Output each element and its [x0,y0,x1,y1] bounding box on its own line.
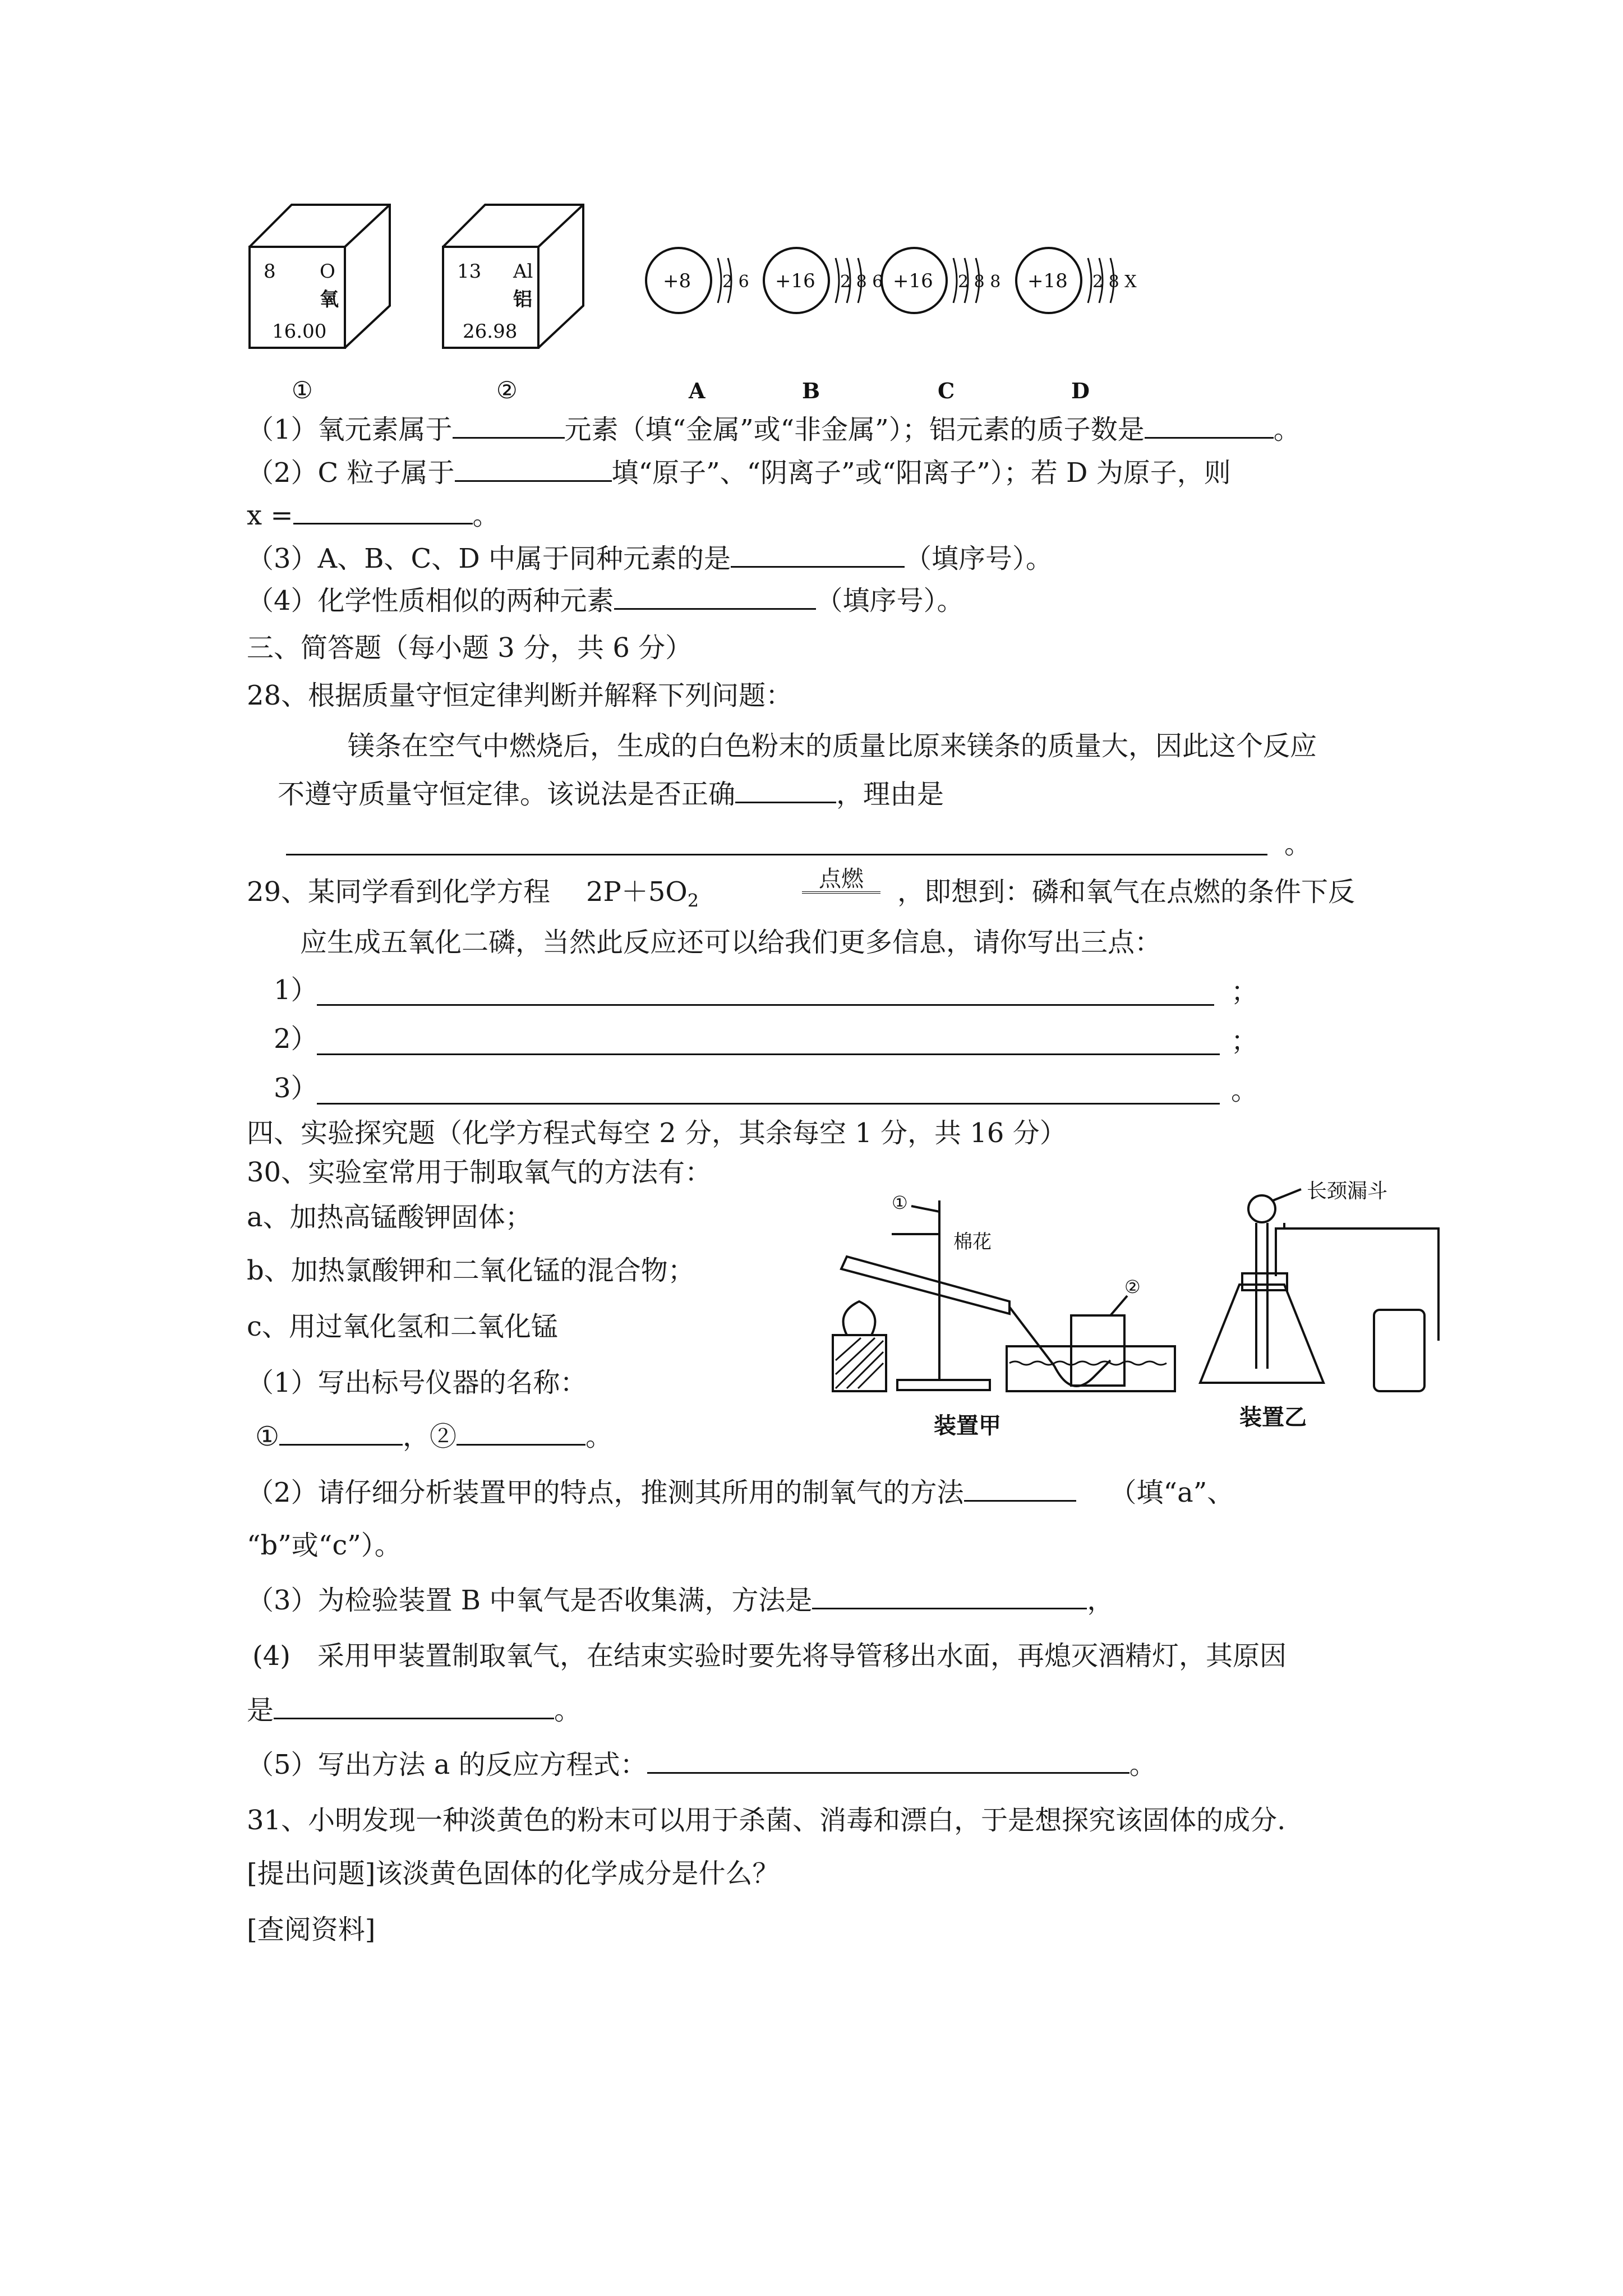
atom-b [764,248,883,313]
q29-line1: 29、某同学看到化学方程 [247,876,551,908]
q31-text: 31、小明发现一种淡黄色的粉末可以用于杀菌、消毒和漂白，于是想探究该固体的成分. [247,1805,1286,1836]
q29-item1-line [317,1004,1214,1006]
q29-equation: $2P+5O_2$ [586,876,699,912]
q29-item3-end: 。 [1231,1075,1258,1106]
q30-method-c: c、用过氧化氢和二氧化锰 [247,1311,558,1342]
instrument-label-2: ② [1124,1276,1141,1297]
q29-item1-label: 1） [274,974,318,1006]
section3-heading: 三、简答题（每小题 3 分，共 6 分） [247,632,693,664]
q27-part3: （3）A、B、C、D 中属于同种元素的是 （填序号）。 [247,541,1053,576]
svg-text:+16: +16 [775,270,815,292]
label-c: C [938,378,955,403]
funnel-label: 长颈漏斗 [1307,1180,1388,1203]
svg-text:2 6: 2 6 [722,272,749,292]
svg-text:+8: +8 [663,270,691,292]
cotton-label: 棉花 [953,1231,992,1253]
atom-d [1016,248,1137,313]
label-1: ① [292,376,313,404]
q30-sub4-b: 是 。 [247,1693,581,1727]
apparatus-figure [813,1172,1475,1453]
q30-sub2: （2）请仔细分析装置甲的特点，推测其所用的制氧气的方法 （填“a”、 [247,1475,1234,1510]
q31-question: [提出问题]该淡黄色固体的化学成分是什么？ [247,1858,780,1889]
q29-condition: 点燃 [802,867,880,894]
svg-text:2 8 X: 2 8 X [1092,272,1137,292]
q29-line2: 应生成五氧化二磷，当然此反应还可以给我们更多信息，请你写出三点： [300,927,1162,958]
instrument-label-1: ① [892,1192,908,1213]
element-figure [236,191,1178,415]
label-b: B [802,378,820,403]
apparatus-jia-label: 装置甲 [934,1412,1001,1439]
label-d: D [1071,378,1090,403]
q27-part2: （2）C 粒子属于 填“原子”、“阴离子”或“阳离子”）；若 D 为原子，则 [247,455,1231,490]
q29-item1-end: ； [1231,976,1258,1007]
q31-research: [查阅资料] [247,1914,376,1945]
svg-text:+16: +16 [893,270,933,292]
q29-item2-label: 2） [274,1023,318,1055]
apparatus-jia [833,1200,1175,1391]
lamp-hatch [836,1338,883,1388]
q30-sub4: (4) 采用甲装置制取氧气，在结束实验时要先将导管移出水面，再熄灭酒精灯，其原因 [252,1640,1287,1672]
svg-text:+18: +18 [1027,270,1068,292]
q30-sub5: （5）写出方法 a 的反应方程式： 。 [247,1747,1156,1782]
label-a: A [689,378,706,403]
oxygen-name: 氧 [320,288,339,311]
q30-sub1: （1）写出标号仪器的名称： [247,1367,587,1398]
svg-text:2 8 6: 2 8 6 [840,272,883,292]
q29-item3-line [317,1103,1220,1105]
q30-sub1-blanks: ① ，② 。 [255,1419,612,1453]
aluminium-symbol: Al [513,260,533,283]
atom-a [646,248,749,313]
q28-text1: 镁条在空气中燃烧后，生成的白色粉末的质量比原来镁条的质量大，因此这个反应 [348,730,1317,762]
oxygen-symbol: O [320,260,335,283]
section4-heading: 四、实验探究题（化学方程式每空 2 分，其余每空 1 分，共 16 分） [247,1117,1067,1149]
atom-c [882,248,1000,313]
q30-title: 30、实验室常用于制取氧气的方法有： [247,1157,712,1188]
q28-end: 。 [1284,829,1312,860]
q29-item2-end: ； [1231,1025,1258,1057]
oxygen-mass: 16.00 [272,320,327,343]
q30-method-a: a、加热高锰酸钾固体； [247,1202,532,1233]
aluminium-number: 13 [457,260,482,283]
q27-part1: （1）氧元素属于 元素（填“金属”或“非金属”）；铝元素的质子数是 。 [247,412,1301,447]
oxygen-number: 8 [264,260,276,283]
svg-text:2 8 8: 2 8 8 [958,272,1001,292]
q28-answer-line [286,854,1267,855]
q29-item2-line [317,1053,1220,1055]
q30-sub3: （3）为检验装置 B 中氧气是否收集满，方法是 ， [247,1583,1114,1617]
label-2: ② [496,376,518,404]
aluminium-name: 铝 [513,288,532,311]
q27-part2-x: x = 。 [247,498,500,532]
q29-item3-label: 3） [274,1073,318,1104]
aluminium-mass: 26.98 [463,320,518,343]
apparatus-yi-label: 装置乙 [1239,1404,1307,1430]
q30-sub2-b: “b”或“c”）。 [247,1530,402,1561]
q28-text2: 不遵守质量守恒定律。该说法是否正确 ，理由是 [278,777,944,811]
q28-title: 28、根据质量守恒定律判断并解释下列问题： [247,680,793,711]
q30-method-b: b、加热氯酸钾和二氧化锰的混合物； [247,1255,695,1286]
apparatus-yi [1200,1189,1438,1391]
q27-part4: （4）化学性质相似的两种元素 （填序号）。 [247,583,964,618]
q29-line1b: ，即想到：磷和氧气在点燃的条件下反 [897,876,1355,908]
